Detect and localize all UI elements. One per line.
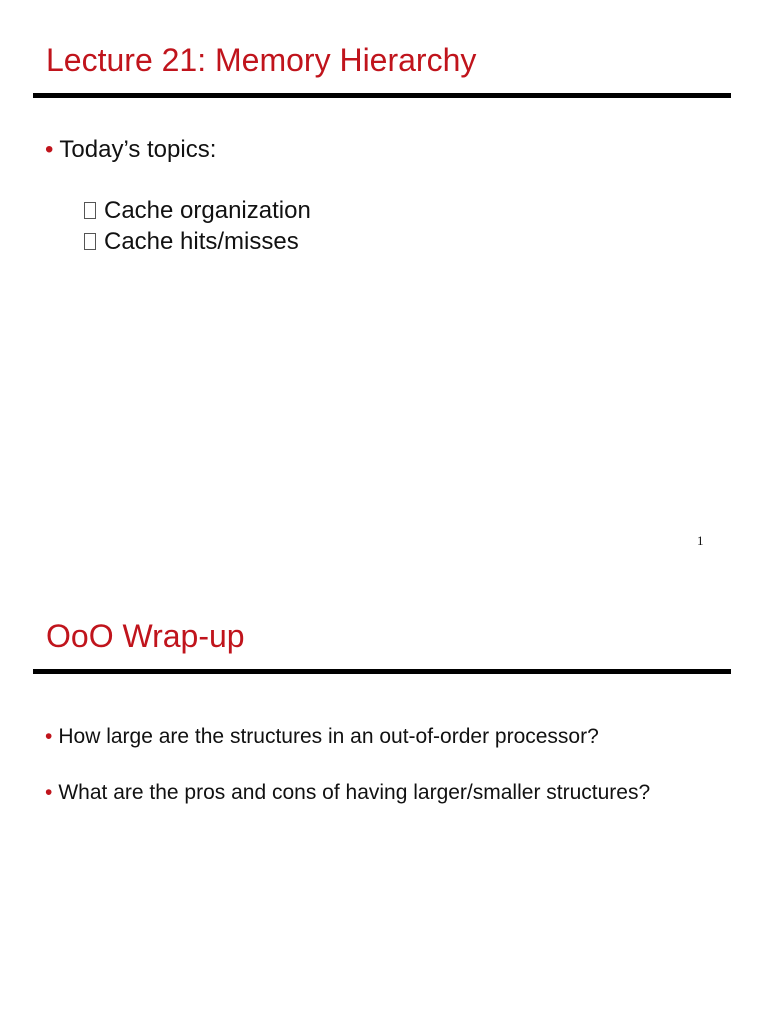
sub-item-text: Cache organization	[104, 197, 311, 224]
bullet-dot-icon: •	[45, 136, 54, 163]
slide-ooo-wrap-up	[0, 576, 768, 1024]
bullet-dot-icon: •	[45, 725, 53, 748]
slide-title: Lecture 21: Memory Hierarchy	[46, 42, 477, 78]
bullet-text: Today’s topics:	[59, 136, 217, 163]
sub-list-item	[84, 230, 299, 254]
slide-title: OoO Wrap-up	[46, 618, 245, 654]
sub-item-text: Cache hits/misses	[104, 228, 299, 255]
bullet-text: What are the pros and cons of having larger/smaller structures?	[58, 781, 651, 804]
title-divider	[33, 93, 731, 98]
missing-glyph-box-icon	[84, 202, 96, 219]
title-divider	[33, 669, 731, 674]
bullet-item	[45, 782, 650, 803]
page-number: 1	[697, 533, 704, 548]
bullet-item	[45, 138, 216, 162]
missing-glyph-box-icon	[84, 233, 96, 250]
bullet-dot-icon: •	[45, 781, 53, 804]
sub-list-item	[84, 199, 311, 223]
bullet-item	[45, 726, 599, 747]
bullet-text: How large are the structures in an out-of-order processor?	[58, 725, 599, 748]
